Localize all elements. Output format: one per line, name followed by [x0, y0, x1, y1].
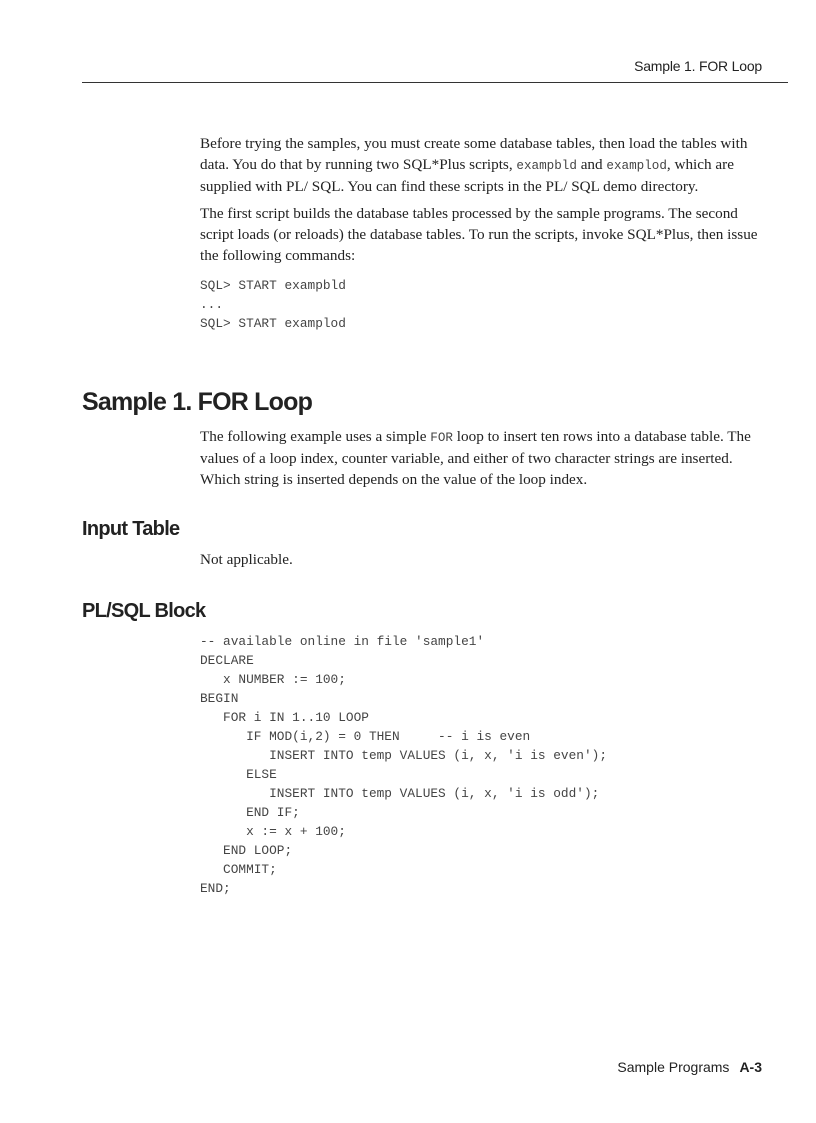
page-number: A-3 — [739, 1059, 762, 1075]
section-description — [200, 427, 765, 490]
intro-paragraph-1 — [200, 134, 765, 197]
input-table-heading: Input Table — [82, 518, 180, 540]
footer-label: Sample Programs — [617, 1059, 730, 1075]
running-header: Sample 1. FOR Loop — [634, 58, 762, 74]
description-paragraph — [200, 427, 765, 490]
intro-paragraph-2: The first script builds the database tables processed by the sample programs. The second script loads (or reloads) the database tables. To run the scripts, invoke SQL*Plus, then issue the following commands: — [200, 205, 758, 264]
section-title: Sample 1. FOR Loop — [82, 388, 313, 416]
description-text: loop to insert ten rows into a database table. The values of a loop index, counter variable, and either of two character strings are inserted. Which string is inserted depends on the value of the loop index. — [200, 428, 751, 488]
script-name-examplod: examplod — [606, 158, 667, 173]
input-table-text: Not applicable. — [200, 551, 293, 568]
input-table-block — [200, 550, 765, 571]
description-text: The following example uses a simple — [200, 428, 431, 445]
intro-text: Before trying the samples, you must create some database tables, then load the tables with data. You do that by running two SQL*Plus scripts, — [200, 135, 748, 173]
page-footer — [617, 1059, 762, 1075]
plsql-block-heading: PL/SQL Block — [82, 600, 206, 622]
sqlplus-commands: SQL> START exampbld ... SQL> START examplod — [200, 277, 346, 331]
plsql-code: -- available online in file 'sample1' DECLARE x NUMBER := 100; BEGIN FOR i IN 1..10 LOOP IF MOD(i,2) = 0 THEN -- i is even INSERT INTO temp VALUES (i, x, 'i is even'); ELSE INSERT INTO temp VALUES (i, x, 'i is odd'); END IF; x := x + 100; END LOOP; COMMIT; END; — [200, 634, 608, 896]
plsql-code-block — [200, 632, 765, 898]
intro-text: , which are supplied with PL/ SQL. You can find these scripts in the PL/ SQL demo directory. — [200, 155, 734, 195]
intro-text: and — [576, 155, 607, 173]
keyword-for: FOR — [430, 431, 453, 445]
header-rule — [82, 82, 788, 83]
intro-block — [200, 134, 765, 333]
script-name-exampbld: exampbld — [516, 158, 577, 173]
